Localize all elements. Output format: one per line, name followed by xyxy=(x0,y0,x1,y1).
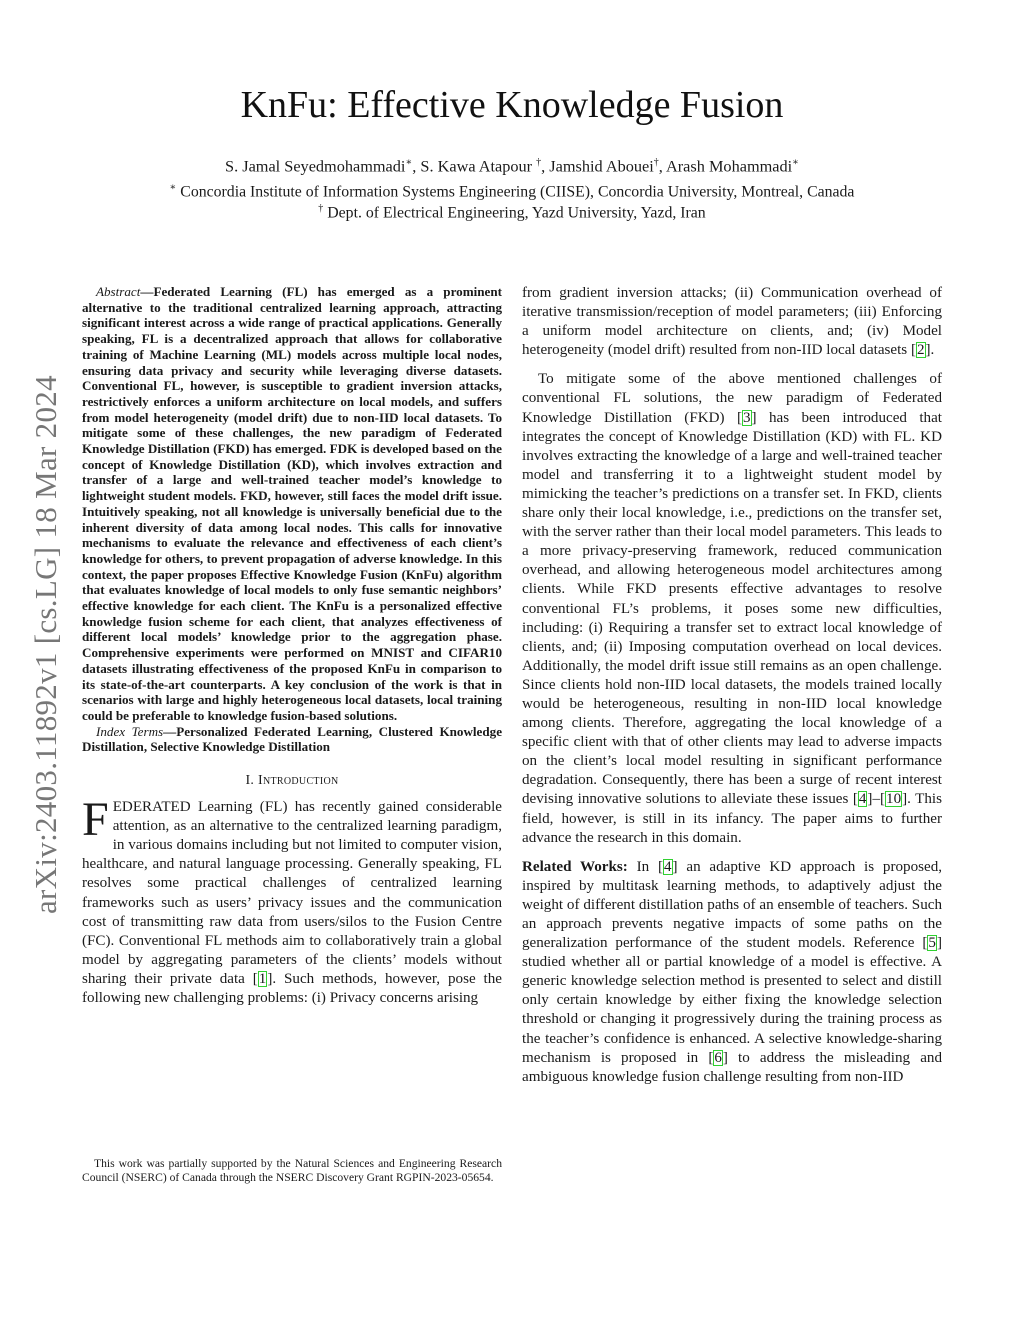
intro-paragraph xyxy=(82,793,502,1008)
abstract-text: —Federated Learning (FL) has emerged as a prominent alternative to the traditional centralized learning approach, attracting significant interest across a wide range of practical applications. Generally speaking, FL is a decentralized approach that allows for collaborative training of Machine Learning (ML) models across multiple local nodes, ensuring data privacy and security while leveraging diverse datasets. Conventional FL, however, is susceptible to gradient inversion attacks, restrictively enforces a uniform architecture on local models, and suffers from model heterogeneity (model drift) due to non-IID local datasets. To mitigate some of these challenges, the new paradigm of Federated Knowledge Distillation (FKD) has emerged. FDK is developed based on the concept of Knowledge Distillation (KD), which involves extraction and transfer of a large and well-trained teacher model’s knowledge to lightweight student models. FKD, however, still faces the model drift issue. Intuitively speaking, not all knowledge is universally beneficial due to the inherent diversity of data among local nodes. This calls for innovative mechanisms to evaluate the relevance and effectiveness of each client’s knowledge for others, to prevent propagation of adverse knowledge. In this context, the paper proposes Effective Knowledge Fusion (KnFu) algorithm that evaluates knowledge of local models to only fuse semantic neighbors’ effective knowledge for each client. The KnFu is a personalized effective knowledge fusion scheme for each client, that analyzes effectiveness of different local models’ knowledge prior to the aggregation phase. Comprehensive experiments were performed on MNIST and CIFAR10 datasets illustrating effectiveness of the proposed KnFu in comparison to its state-of-the-art counterparts. A key conclusion of the work is that in scenarios with large and highly heterogeneous local datasets, local training could be preferable to knowledge fusion-based solutions. xyxy=(82,284,502,723)
author-name: , S. Kawa Atapour xyxy=(412,156,537,176)
paragraph-text: from gradient inversion attacks; (ii) Communication overhead of iterative transmission/reception of model parameters; (iii) Enforcing a uniform model architecture on clients, and; (iv) Model heterogeneity (model drift) resulted from non-IID local datasets [ xyxy=(522,285,942,359)
paragraph-text: In [ xyxy=(627,858,663,875)
affiliation-text: Concordia Institute of Information Systems Engineering (CIISE), Concordia University, Montreal, Canada xyxy=(176,183,855,201)
author-name: S. Jamal Seyedmohammadi xyxy=(225,156,406,176)
abstract xyxy=(82,284,502,724)
citation-link[interactable]: 6 xyxy=(714,1049,722,1066)
abstract-label: Abstract xyxy=(96,284,141,299)
affiliation-mark: ∗ xyxy=(169,182,177,193)
author-name: , Jamshid Abouei xyxy=(541,156,654,176)
index-terms-label: Index Terms xyxy=(96,723,164,739)
related-works-paragraph xyxy=(522,858,942,1087)
paragraph-text: ]. This field, however, is still in its infancy. The paper aims to further advance the research in this domain. xyxy=(522,791,942,846)
index-terms xyxy=(82,724,502,755)
citation-link[interactable]: 4 xyxy=(664,858,672,875)
author-list xyxy=(0,152,1024,177)
author-name: , Arash Mohammadi xyxy=(658,156,793,176)
affiliation-mark: ∗ xyxy=(792,157,799,168)
paragraph-text: ] to address the misleading and ambiguous knowledge fusion challenge resulting from non-IID xyxy=(522,1049,942,1085)
citation-link[interactable]: 2 xyxy=(916,342,925,359)
affiliation-mark: † xyxy=(536,157,542,168)
affiliation-mark: † xyxy=(318,203,324,214)
left-column xyxy=(82,284,502,1008)
paragraph-lead: Related Works: xyxy=(522,858,628,875)
section-numeral: I. xyxy=(245,773,259,789)
paper-title: KnFu: Effective Knowledge Fusion xyxy=(240,84,784,126)
paragraph-text: To mitigate some of the above mentioned challenges of conventional FL solutions, the new paradigm of Federated Knowledge Distillation (FKD) [ xyxy=(522,371,942,426)
body-paragraph xyxy=(522,370,942,847)
lead-word: EDERATED xyxy=(112,799,191,816)
body-paragraph xyxy=(522,284,942,360)
arxiv-identifier: arXiv:2403.11892v1 [cs.LG] 18 Mar 2024 xyxy=(28,375,63,915)
paragraph-text: ]–[ xyxy=(867,791,886,808)
paragraph-text: Learning (FL) has recently gained considerable attention, as an alternative to the centralized learning paradigm, in various domains including but not limited to computer vision, healthcare, and natural language processing. Generally speaking, FL resolves some practical challenges of centralized learning frameworks such as users’ privacy issues and the communication cost of transmitting raw data from users/silos to the Fusion Centre (FC). Conventional FL methods aim to collaboratively train a global model by aggregating parameters of the clients’ models without sharing their private data [ xyxy=(82,799,502,987)
right-column xyxy=(522,284,942,1087)
section-title: Introduction xyxy=(258,773,339,789)
citation-link[interactable]: 5 xyxy=(928,935,936,952)
citation-link[interactable]: 4 xyxy=(858,791,867,808)
paragraph-text: ] has been introduced that integrates the concept of Knowledge Distillation (KD) with FL. KD involves extracting the knowledge of a large and well-trained teacher model and transferring it to a lightweight student model by mimicking the teacher’s predictions on a transfer set. In FKD, clients share only their local knowledge, i.e., predictions on the transfer set, with the server rather than their local model parameters. This leads to a more privacy-preserving framework, reduced communication overhead, and allowing heterogeneous model architectures among clients. While FKD presents effective advantages to resolve conventional FL’s problems, it poses some new difficulties, including: (i) Requiring a transfer set to extract local knowledge of clients, and; (ii) Imposing computation overhead on local devices. Additionally, the model drift issue still remains as an open challenge. Since clients hold non-IID local datasets, the models trained locally would be heterogeneous, resulting in non-IID local knowledge among clients. Therefore, aggregating the local knowledge of a specific client with that of other clients may lead to adverse impacts on the client’s local model resulting in significant performance degradation. Consequently, there has been a surge of recent interest devising innovative solutions to alleviate these issues [ xyxy=(522,409,942,808)
affiliation-yazd xyxy=(0,199,1024,223)
affiliation-text: Dept. of Electrical Engineering, Yazd University, Yazd, Iran xyxy=(323,204,706,222)
paragraph-text: ] studied whether all or partial knowledge of a model is effective. A generic knowledge selection method is presented to select and distill only certain knowledge by either fixing the knowledge selection threshold or changing it progressively during the training process as the teacher’s confidence is enhanced. A selective knowledge-sharing mechanism is proposed in [ xyxy=(522,935,942,1066)
index-terms-text: —Personalized Federated Learning, Clustered Knowledge Distillation, Selective Knowledge Distillation xyxy=(82,723,503,755)
affiliation-mark: ∗ xyxy=(405,157,413,168)
paragraph-text: ]. Such methods, however, pose the following new challenging problems: (i) Privacy concerns arising xyxy=(82,970,502,1007)
citation-link[interactable]: 1 xyxy=(258,970,267,987)
drop-cap: F xyxy=(82,793,109,847)
citation-link[interactable]: 3 xyxy=(743,409,751,426)
citation-link[interactable]: 10 xyxy=(886,791,902,808)
paragraph-text: ] an adaptive KD approach is proposed, inspired by multitask learning methods, to adaptively adjust the weight of different distillation paths of an ensemble of teachers. Such an approach prevents negative impacts of some paths on the generalization performance of the student models. Reference [ xyxy=(522,858,943,952)
paragraph-text: ]. xyxy=(925,342,935,359)
funding-footnote: This work was partially supported by the Natural Sciences and Engineering Research Council (NSERC) of Canada through the NSERC Discovery Grant RGPIN-2023-05654. xyxy=(82,1157,502,1184)
section-heading-introduction xyxy=(82,772,502,790)
affiliation-mark: † xyxy=(653,157,659,168)
